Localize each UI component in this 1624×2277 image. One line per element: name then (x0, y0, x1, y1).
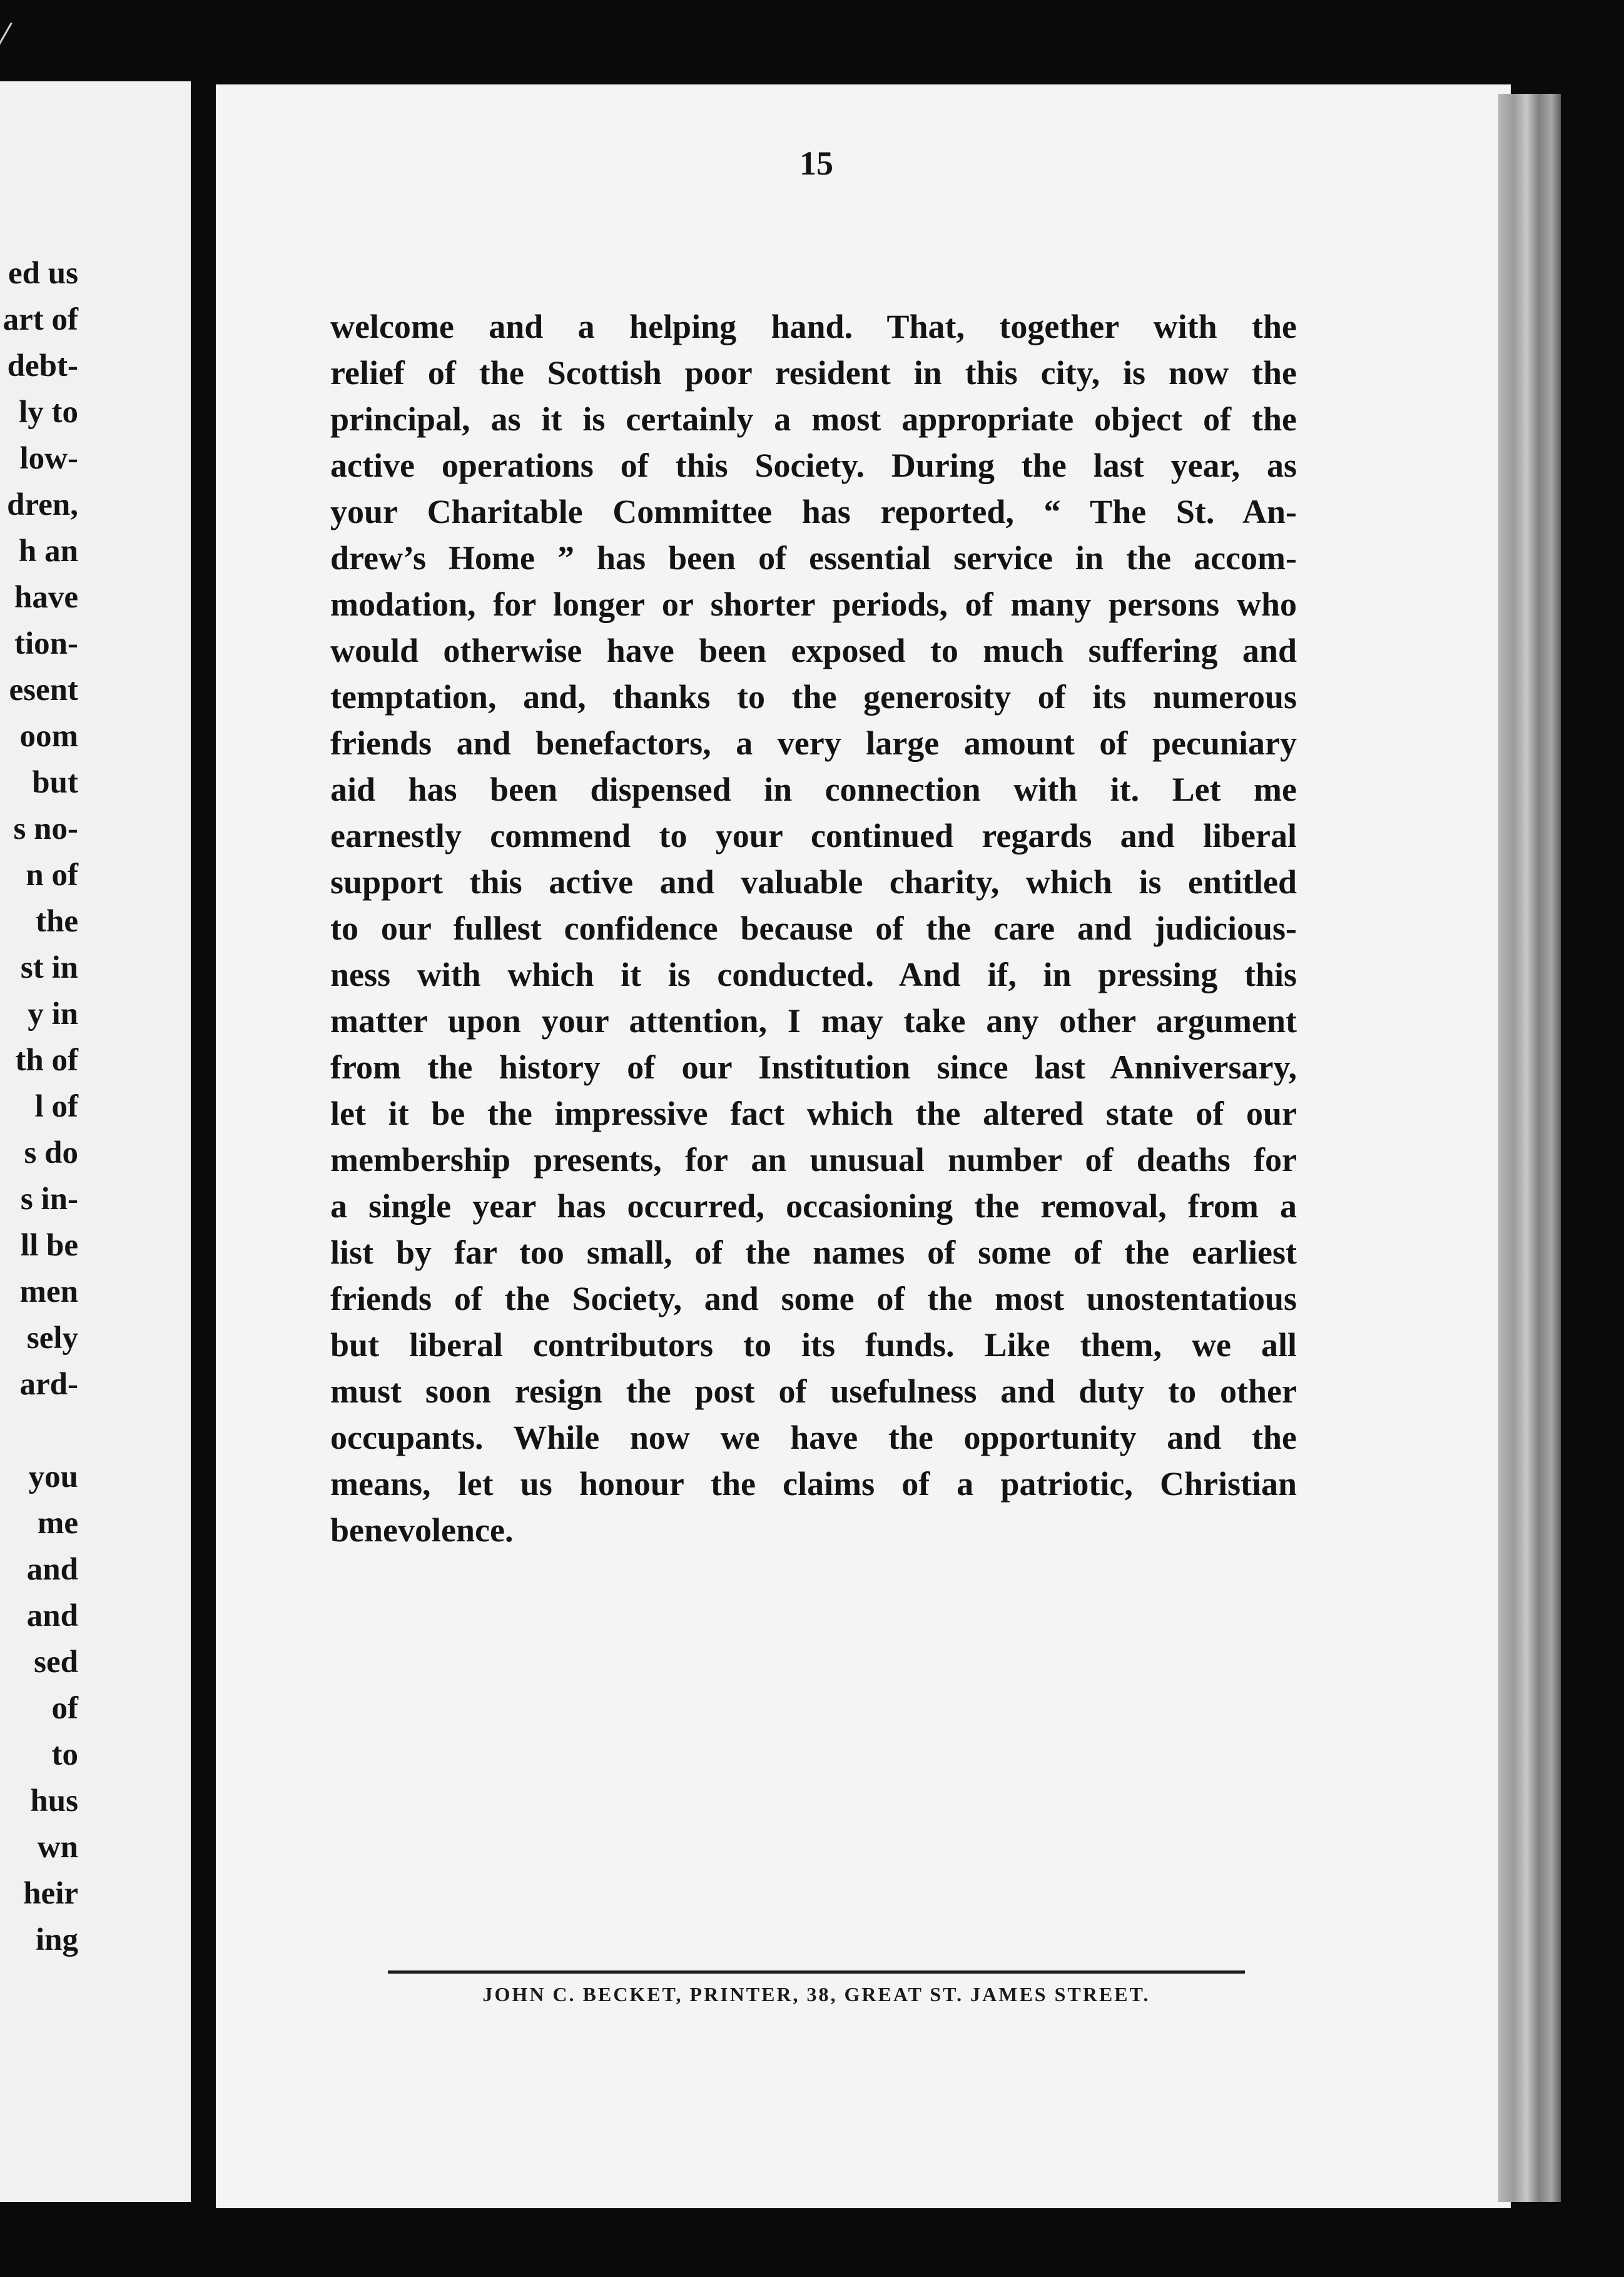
text-line: principal, as it is certainly a most appropriate object of the (330, 400, 1297, 438)
left-line: of (51, 1691, 78, 1726)
text-line: from the history of our Institution since last Anniversary, (330, 1048, 1297, 1086)
text-line: earnestly commend to your continued regards and liberal (330, 817, 1297, 855)
left-line: s do (24, 1135, 78, 1170)
text-line: temptation, and, thanks to the generosity of its numerous (330, 678, 1297, 716)
text-line: means, let us honour the claims of a patriotic, Christian (330, 1465, 1297, 1503)
footer-rule (388, 1970, 1245, 1974)
left-line: ed us (8, 256, 78, 291)
left-line: h an (19, 534, 78, 569)
text-line: would otherwise have been exposed to much suffering and (330, 632, 1297, 669)
left-line: me (37, 1506, 78, 1541)
left-line: you (28, 1459, 78, 1494)
text-line: relief of the Scottish poor resident in this city, is now the (330, 354, 1297, 392)
text-line: let it be the impressive fact which the altered state of our (330, 1095, 1297, 1132)
left-line (0, 1407, 78, 1454)
text-line: active operations of this Society. During the last year, as (330, 447, 1297, 484)
text-line: a single year has occurred, occasioning the removal, from a (330, 1187, 1297, 1225)
left-line: hus (30, 1783, 78, 1818)
left-line: the (36, 904, 78, 939)
text-line: modation, for longer or shorter periods, of many persons who (330, 586, 1297, 623)
left-page-text (0, 250, 78, 1963)
page-number: 15 (799, 145, 833, 182)
text-line: matter upon your attention, I may take any other argument (330, 1002, 1297, 1040)
left-line: but (32, 765, 78, 800)
left-line: th of (15, 1043, 78, 1078)
printer-imprint: JOHN C. BECKET, PRINTER, 38, GREAT ST. JAMES STREET. (482, 1983, 1150, 2006)
text-line: your Charitable Committee has reported, “ The St. An- (330, 493, 1297, 530)
left-line: low- (19, 441, 78, 476)
left-line: y in (28, 997, 78, 1032)
left-line: art of (3, 302, 78, 337)
left-line: l of (34, 1089, 78, 1124)
text-line: to our fullest confidence because of the care and judicious- (330, 910, 1297, 947)
left-line: sely (26, 1321, 78, 1356)
left-line: n of (26, 858, 78, 893)
left-line: s in- (20, 1182, 78, 1217)
left-line: dren, (7, 487, 78, 522)
text-line: welcome and a helping hand. That, together with the (330, 308, 1297, 345)
left-line: esent (9, 672, 78, 707)
left-line: have (14, 580, 78, 615)
left-line: ll be (20, 1228, 78, 1263)
text-line: occupants. While now we have the opportunity and the (330, 1419, 1297, 1456)
left-line: to (51, 1737, 78, 1772)
left-line: ing (35, 1922, 78, 1957)
text-line: drew’s Home ” has been of essential service in the accom- (330, 539, 1297, 577)
left-line: tion- (14, 626, 78, 661)
text-line-last: benevolence. (330, 1511, 514, 1549)
left-line: and (26, 1598, 78, 1633)
text-line: support this active and valuable charity, which is entitled (330, 863, 1297, 901)
left-line: men (19, 1274, 78, 1309)
text-line: must soon resign the post of usefulness and duty to other (330, 1372, 1297, 1410)
left-line: ly to (19, 395, 78, 430)
body-text (330, 303, 1297, 1553)
text-line: friends of the Society, and some of the most unostentatious (330, 1280, 1297, 1317)
left-line: heir (23, 1876, 78, 1911)
page-edge (1498, 94, 1561, 2202)
text-line: membership presents, for an unusual number of deaths for (330, 1141, 1297, 1179)
left-line: and (26, 1552, 78, 1587)
text-line: but liberal contributors to its funds. Like them, we all (330, 1326, 1297, 1364)
left-line: s no- (13, 811, 78, 846)
scan-mark (0, 23, 29, 65)
text-line: friends and benefactors, a very large amount of pecuniary (330, 724, 1297, 762)
left-line: ard- (19, 1367, 78, 1402)
left-line: sed (34, 1645, 78, 1680)
text-line: list by far too small, of the names of some of the earliest (330, 1234, 1297, 1271)
left-line: st in (20, 950, 78, 985)
left-line: wn (37, 1830, 78, 1865)
left-facing-page (0, 81, 191, 2202)
text-line: ness with which it is conducted. And if, in pressing this (330, 956, 1297, 993)
text-line: aid has been dispensed in connection with it. Let me (330, 771, 1297, 808)
left-line: oom (19, 719, 78, 754)
left-line: debt- (7, 348, 78, 383)
